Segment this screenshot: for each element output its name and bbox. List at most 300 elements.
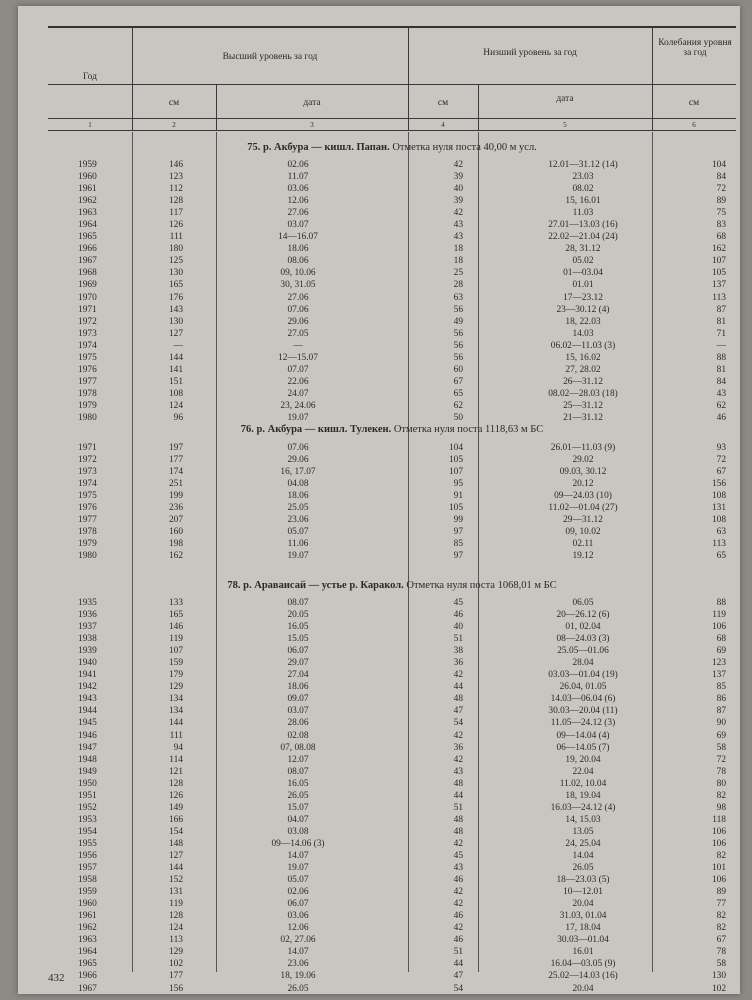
year-cell: 1947 (78, 742, 97, 753)
table-row (48, 514, 736, 526)
year-cell: 1968 (78, 268, 97, 279)
year-cell: 1976 (78, 364, 97, 375)
low-date-cell: 20—26.12 (6) (556, 610, 610, 621)
low-cm-cell: 47 (453, 971, 463, 982)
amplitude-cell: 89 (716, 887, 726, 898)
amplitude-cell: 93 (716, 443, 726, 453)
low-cm-cell: 39 (453, 196, 463, 207)
low-cm-cell: 42 (453, 923, 463, 934)
high-date-cell: 27.05 (287, 328, 309, 339)
low-date-cell: 26—31.12 (563, 376, 603, 387)
high-cm-cell: 198 (168, 539, 183, 550)
year-cell: 1966 (78, 244, 97, 255)
high-date-cell: 23.06 (287, 959, 309, 970)
header-unit-cm-low: см (437, 98, 449, 108)
high-cm-cell: — (173, 340, 183, 351)
high-cm-cell: 94 (173, 742, 183, 753)
low-date-cell: 26.01—11.03 (9) (550, 443, 616, 453)
year-cell: 1956 (78, 850, 97, 861)
year-cell: 1948 (78, 754, 97, 765)
low-cm-cell: 97 (453, 551, 463, 562)
amplitude-cell: 81 (716, 316, 726, 327)
amplitude-cell: 118 (712, 814, 726, 825)
table-row (48, 862, 736, 874)
amplitude-cell: 104 (711, 160, 726, 170)
high-date-cell: 18.06 (287, 244, 309, 255)
high-date-cell: 02, 27.06 (280, 935, 316, 946)
header-low-level: Низший уровень за год (483, 48, 577, 58)
year-cell: 1976 (78, 503, 97, 514)
high-cm-cell: 128 (168, 196, 183, 207)
year-cell: 1979 (78, 400, 97, 411)
year-cell: 1960 (78, 899, 97, 910)
section-title (48, 142, 736, 153)
table-row (48, 814, 736, 826)
high-cm-cell: 207 (168, 515, 183, 526)
section-table (48, 442, 736, 562)
year-cell: 1957 (78, 863, 97, 874)
high-date-cell: 25.05 (287, 503, 309, 514)
table-row (48, 243, 736, 255)
amplitude-cell: 106 (711, 622, 726, 633)
high-date-cell: 16.05 (287, 622, 309, 633)
amplitude-cell: 123 (711, 658, 726, 669)
year-cell: 1949 (78, 766, 97, 777)
year-cell: 1945 (78, 718, 97, 729)
high-cm-cell: 113 (169, 935, 183, 946)
amplitude-cell: 67 (716, 935, 726, 946)
amplitude-cell: 78 (716, 947, 726, 958)
high-date-cell: 02.06 (287, 887, 309, 898)
low-date-cell: 15, 16.01 (565, 196, 601, 207)
high-date-cell: 09.07 (287, 694, 309, 705)
low-date-cell: 08.02 (572, 184, 594, 195)
low-cm-cell: 40 (453, 184, 463, 195)
amplitude-cell: 131 (711, 503, 726, 514)
low-date-cell: 19.12 (572, 551, 594, 562)
high-date-cell: 02.08 (287, 730, 309, 741)
amplitude-cell: 108 (711, 491, 726, 502)
year-cell: 1967 (78, 256, 97, 267)
high-cm-cell: 166 (168, 814, 183, 825)
page-number: 432 (48, 972, 65, 984)
amplitude-cell: 68 (716, 634, 726, 645)
amplitude-cell: 83 (716, 220, 726, 231)
low-date-cell: 16.03—24.12 (4) (550, 802, 616, 813)
low-cm-cell: 43 (453, 863, 463, 874)
low-cm-cell: 43 (453, 766, 463, 777)
high-cm-cell: 236 (168, 503, 183, 514)
high-date-cell: — (293, 340, 303, 351)
low-date-cell: 17, 18.04 (565, 923, 601, 934)
low-date-cell: 17—23.12 (563, 292, 603, 303)
amplitude-cell: 84 (716, 172, 726, 183)
low-date-cell: 18, 22.03 (565, 316, 601, 327)
low-date-cell: 31.03, 01.04 (559, 911, 607, 922)
low-date-cell: 06.05 (572, 598, 594, 608)
low-cm-cell: 104 (448, 443, 463, 453)
high-cm-cell: 128 (168, 778, 183, 789)
low-date-cell: 03.03—01.04 (19) (548, 670, 618, 681)
amplitude-cell: 58 (716, 742, 726, 753)
low-cm-cell: 54 (453, 718, 463, 729)
low-date-cell: 13.05 (572, 826, 594, 837)
table-row (48, 910, 736, 922)
year-cell: 1978 (78, 527, 97, 538)
amplitude-cell: 137 (711, 670, 726, 681)
low-cm-cell: 95 (453, 479, 463, 490)
year-cell: 1965 (78, 232, 97, 243)
low-cm-cell: 48 (453, 826, 463, 837)
low-date-cell: 14.04 (572, 850, 594, 861)
amplitude-cell: 86 (716, 694, 726, 705)
low-cm-cell: 38 (453, 646, 463, 657)
high-date-cell: 03.07 (287, 220, 309, 231)
high-date-cell: 27.04 (287, 670, 309, 681)
low-date-cell: 19, 20.04 (565, 754, 601, 765)
table-row (48, 376, 736, 388)
year-cell: 1943 (78, 694, 97, 705)
table-row (48, 195, 736, 207)
year-cell: 1960 (78, 172, 97, 183)
year-cell: 1935 (78, 598, 97, 608)
low-date-cell: 16.04—03.05 (9) (550, 959, 616, 970)
year-cell: 1979 (78, 539, 97, 550)
low-cm-cell: 42 (453, 730, 463, 741)
amplitude-cell: 63 (716, 527, 726, 538)
table-row (48, 267, 736, 279)
year-cell: 1964 (78, 220, 97, 231)
high-date-cell: 03.08 (287, 826, 309, 837)
high-cm-cell: 177 (168, 971, 183, 982)
low-cm-cell: 47 (453, 706, 463, 717)
high-date-cell: 19.07 (287, 551, 309, 562)
table-row (48, 766, 736, 778)
year-cell: 1974 (78, 479, 97, 490)
high-cm-cell: 154 (168, 826, 183, 837)
amplitude-cell: 105 (711, 268, 726, 279)
table-row (48, 669, 736, 681)
high-cm-cell: 131 (168, 887, 183, 898)
low-cm-cell: 51 (453, 802, 463, 813)
low-cm-cell: 42 (453, 670, 463, 681)
year-cell: 1971 (78, 304, 97, 315)
low-cm-cell: 105 (448, 503, 463, 514)
col-number: 5 (563, 121, 567, 129)
header-amplitude: Колебания уровня за год (658, 38, 732, 58)
amplitude-cell: 98 (716, 802, 726, 813)
low-cm-cell: 42 (453, 887, 463, 898)
low-date-cell: 29—31.12 (563, 515, 603, 526)
low-cm-cell: 105 (448, 455, 463, 466)
table-row (48, 681, 736, 693)
high-cm-cell: 126 (168, 220, 183, 231)
low-date-cell: 12.01—31.12 (14) (548, 160, 618, 170)
low-cm-cell: 56 (453, 304, 463, 315)
high-date-cell: 22.06 (287, 376, 309, 387)
high-date-cell: 14.07 (287, 947, 309, 958)
table-row (48, 946, 736, 958)
high-date-cell: 08.07 (287, 598, 309, 608)
high-date-cell: 06.07 (287, 646, 309, 657)
table-row (48, 207, 736, 219)
low-date-cell: 01—03.04 (563, 268, 603, 279)
col-number: 3 (310, 121, 314, 129)
section-title (48, 424, 736, 435)
high-cm-cell: 149 (168, 802, 183, 813)
amplitude-cell: 72 (716, 455, 726, 466)
high-cm-cell: 251 (168, 479, 183, 490)
high-cm-cell: 197 (168, 443, 183, 453)
section-table (48, 159, 736, 424)
low-date-cell: 25.05—01.06 (557, 646, 609, 657)
high-date-cell: 09—14.06 (3) (271, 838, 325, 849)
amplitude-cell: 62 (716, 400, 726, 411)
table-row (48, 838, 736, 850)
low-cm-cell: 97 (453, 527, 463, 538)
high-date-cell: 28.06 (287, 718, 309, 729)
high-date-cell: 23.06 (287, 515, 309, 526)
low-date-cell: 26.04, 01.05 (559, 682, 607, 693)
table-row (48, 340, 736, 352)
table-row (48, 898, 736, 910)
low-cm-cell: 46 (453, 610, 463, 621)
year-cell: 1962 (78, 923, 97, 934)
amplitude-cell: 69 (716, 730, 726, 741)
low-date-cell: 11.05—24.12 (3) (550, 718, 616, 729)
high-date-cell: 30, 31.05 (280, 280, 316, 291)
table-row (48, 352, 736, 364)
amplitude-cell: 69 (716, 646, 726, 657)
low-date-cell: 14, 15.03 (565, 814, 601, 825)
high-date-cell: 27.06 (287, 292, 309, 303)
high-cm-cell: 148 (168, 838, 183, 849)
low-cm-cell: 40 (453, 622, 463, 633)
table-row (48, 693, 736, 705)
high-cm-cell: 124 (168, 923, 183, 934)
year-cell: 1955 (78, 838, 97, 849)
amplitude-cell: 130 (711, 971, 726, 982)
low-cm-cell: 45 (453, 598, 463, 608)
table-row (48, 255, 736, 267)
table-row (48, 231, 736, 243)
high-cm-cell: 165 (168, 610, 183, 621)
amplitude-cell: 75 (716, 208, 726, 219)
high-cm-cell: 128 (168, 911, 183, 922)
high-cm-cell: 107 (168, 646, 183, 657)
amplitude-cell: 88 (716, 598, 726, 608)
high-cm-cell: 125 (168, 256, 183, 267)
high-cm-cell: 124 (168, 400, 183, 411)
low-cm-cell: 25 (453, 268, 463, 279)
high-date-cell: 04.08 (287, 479, 309, 490)
low-cm-cell: 54 (453, 983, 463, 994)
high-date-cell: 18, 19.06 (280, 971, 316, 982)
col-number: 6 (692, 121, 696, 129)
low-cm-cell: 43 (453, 232, 463, 243)
low-date-cell: 20.12 (572, 479, 594, 490)
high-cm-cell: 111 (169, 232, 183, 243)
high-cm-cell: 146 (168, 160, 183, 170)
high-cm-cell: 156 (168, 983, 183, 994)
high-date-cell: 07.07 (287, 364, 309, 375)
section-table (48, 597, 736, 995)
table-row (48, 705, 736, 717)
high-date-cell: 19.07 (287, 863, 309, 874)
year-cell: 1966 (78, 971, 97, 982)
section-title-datum: Отметка нуля поста 1068,01 м БС (406, 580, 557, 591)
high-date-cell: 02.06 (287, 160, 309, 170)
high-cm-cell: 119 (169, 899, 183, 910)
high-cm-cell: 143 (168, 304, 183, 315)
high-cm-cell: 134 (168, 706, 183, 717)
high-cm-cell: 108 (168, 388, 183, 399)
low-date-cell: 14.03 (572, 328, 594, 339)
amplitude-cell: 87 (716, 706, 726, 717)
table-row (48, 219, 736, 231)
low-cm-cell: 42 (453, 899, 463, 910)
amplitude-cell: 156 (711, 479, 726, 490)
high-cm-cell: 159 (168, 658, 183, 669)
low-cm-cell: 63 (453, 292, 463, 303)
low-date-cell: 26.05 (572, 863, 594, 874)
high-cm-cell: 152 (168, 875, 183, 886)
low-date-cell: 08—24.03 (3) (556, 634, 610, 645)
table-row (48, 742, 736, 754)
amplitude-cell: 80 (716, 778, 726, 789)
high-cm-cell: 144 (168, 718, 183, 729)
low-date-cell: 22.02—21.04 (24) (548, 232, 618, 243)
high-cm-cell: 111 (169, 730, 183, 741)
table-row (48, 886, 736, 898)
table-row (48, 328, 736, 340)
high-date-cell: 08.07 (287, 766, 309, 777)
low-date-cell: 11.03 (572, 208, 594, 219)
year-cell: 1952 (78, 802, 97, 813)
high-cm-cell: 144 (168, 863, 183, 874)
low-cm-cell: 44 (453, 790, 463, 801)
low-date-cell: 09—14.04 (4) (556, 730, 610, 741)
table-row (48, 502, 736, 514)
year-cell: 1946 (78, 730, 97, 741)
header-unit-date-high: дата (303, 98, 321, 108)
high-date-cell: 18.06 (287, 682, 309, 693)
amplitude-cell: 106 (711, 826, 726, 837)
low-date-cell: 14.03—06.04 (6) (550, 694, 616, 705)
low-cm-cell: 18 (453, 244, 463, 255)
year-cell: 1975 (78, 352, 97, 363)
table-row (48, 454, 736, 466)
table-row (48, 621, 736, 633)
year-cell: 1980 (78, 412, 97, 423)
low-date-cell: 30.03—01.04 (557, 935, 609, 946)
amplitude-cell: 82 (716, 923, 726, 934)
low-date-cell: 20.04 (572, 899, 594, 910)
high-date-cell: 14.07 (287, 850, 309, 861)
table-row (48, 778, 736, 790)
high-cm-cell: 119 (169, 634, 183, 645)
high-date-cell: 04.07 (287, 814, 309, 825)
year-cell: 1977 (78, 515, 97, 526)
amplitude-cell: — (716, 340, 726, 351)
year-cell: 1953 (78, 814, 97, 825)
high-cm-cell: 165 (168, 280, 183, 291)
table-row (48, 292, 736, 304)
amplitude-cell: 89 (716, 196, 726, 207)
table-row (48, 633, 736, 645)
high-date-cell: 06.07 (287, 899, 309, 910)
col-number: 1 (88, 121, 92, 129)
high-cm-cell: 134 (168, 694, 183, 705)
low-date-cell: 30.03—20.04 (11) (548, 706, 618, 717)
high-date-cell: 12.07 (287, 754, 309, 765)
high-date-cell: 03.06 (287, 184, 309, 195)
year-cell: 1967 (78, 983, 97, 994)
year-cell: 1965 (78, 959, 97, 970)
section-title (48, 580, 736, 591)
table-row (48, 400, 736, 412)
amplitude-cell: 85 (716, 682, 726, 693)
year-cell: 1972 (78, 316, 97, 327)
low-date-cell: 22.04 (572, 766, 594, 777)
amplitude-cell: 65 (716, 551, 726, 562)
low-date-cell: 25.02—14.03 (16) (548, 971, 618, 982)
amplitude-cell: 106 (711, 875, 726, 886)
year-cell: 1964 (78, 947, 97, 958)
amplitude-cell: 90 (716, 718, 726, 729)
low-cm-cell: 43 (453, 220, 463, 231)
year-cell: 1978 (78, 388, 97, 399)
high-cm-cell: 123 (168, 172, 183, 183)
amplitude-cell: 82 (716, 850, 726, 861)
low-cm-cell: 48 (453, 694, 463, 705)
low-cm-cell: 42 (453, 160, 463, 170)
high-date-cell: 03.07 (287, 706, 309, 717)
year-cell: 1950 (78, 778, 97, 789)
high-date-cell: 12.06 (287, 196, 309, 207)
year-cell: 1944 (78, 706, 97, 717)
header-unit-date-low: дата (556, 94, 574, 104)
amplitude-cell: 72 (716, 184, 726, 195)
low-cm-cell: 56 (453, 328, 463, 339)
year-cell: 1959 (78, 160, 97, 170)
low-cm-cell: 67 (453, 376, 463, 387)
low-cm-cell: 46 (453, 875, 463, 886)
high-date-cell: 15.07 (287, 802, 309, 813)
low-cm-cell: 45 (453, 850, 463, 861)
amplitude-cell: 58 (716, 959, 726, 970)
low-date-cell: 24, 25.04 (565, 838, 601, 849)
table-row (48, 412, 736, 424)
low-cm-cell: 44 (453, 959, 463, 970)
high-cm-cell: 180 (168, 244, 183, 255)
table-row (48, 171, 736, 183)
high-date-cell: 24.07 (287, 388, 309, 399)
table-row (48, 490, 736, 502)
table-row (48, 609, 736, 621)
low-cm-cell: 18 (453, 256, 463, 267)
low-cm-cell: 46 (453, 911, 463, 922)
high-cm-cell: 146 (168, 622, 183, 633)
low-date-cell: 02.11 (572, 539, 594, 550)
header-year: Год (83, 72, 97, 82)
low-date-cell: 28.04 (572, 658, 594, 669)
low-cm-cell: 46 (453, 935, 463, 946)
amplitude-cell: 71 (716, 328, 726, 339)
table-row (48, 597, 736, 609)
low-date-cell: 09.03, 30.12 (559, 467, 607, 478)
amplitude-cell: 68 (716, 232, 726, 243)
